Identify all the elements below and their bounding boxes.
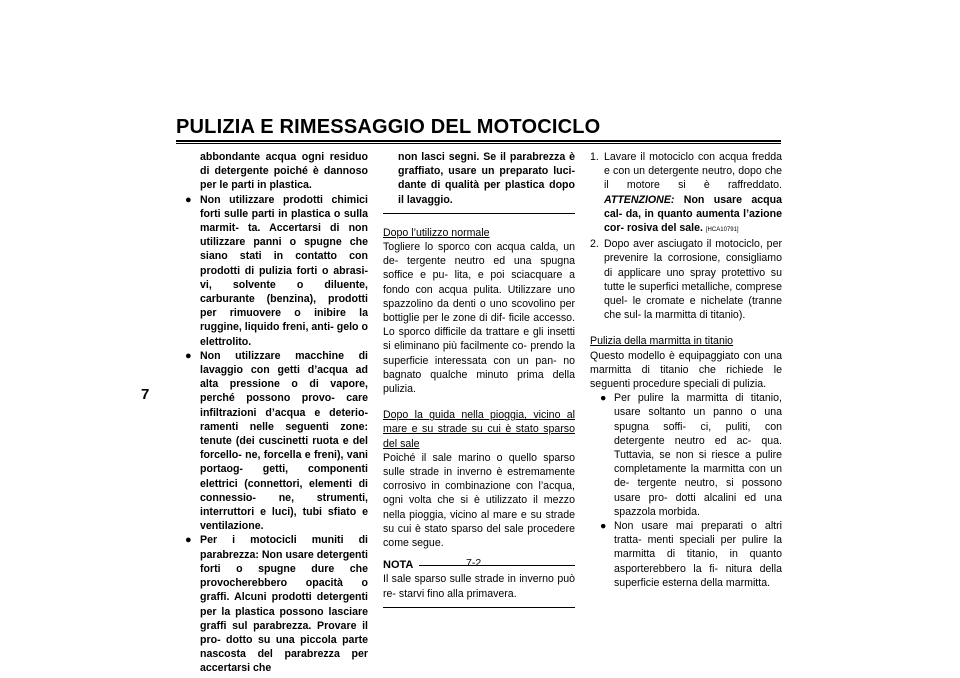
bullet-item — [590, 391, 782, 519]
bullet-icon: ● — [600, 392, 607, 405]
header-rule-thin — [176, 143, 781, 144]
column-2 — [383, 150, 575, 616]
column-1 — [185, 150, 368, 676]
reference-code: [HCA10791] — [705, 227, 739, 234]
bullet-icon: ● — [185, 534, 192, 547]
divider — [383, 607, 575, 608]
divider — [383, 213, 575, 214]
bullet-text: Non utilizzare prodotti chimici forti sulle parti in plastica o sulla marmit- ta. Accertarsi di non utilizzare panni o spugne che siano stati in contatto con prodotti di pulizia forti o abrasi- vi, solvente o diluente, carburante (benzina), prodotti per rimuovere o inibire la ruggine, liquido freni, anti- gelo o elettrolito. — [200, 193, 368, 348]
step-number: 1. — [590, 151, 599, 163]
note-text: Il sale sparso sulle strade in inverno può re- starvi fino alla primavera. — [383, 573, 575, 600]
chapter-tab: 7 — [141, 386, 150, 403]
step-number: 2. — [590, 238, 599, 251]
bullet-text: Non usare mai preparati o altri tratta- menti speciali per pulire la marmitta di titanio, in quanto asporterebbero la fi- nitura della superficie esterna della marmitta. — [614, 520, 782, 589]
bullet-text: Non utilizzare macchine di lavaggio con getti d’acqua ad alta pressione o di vapore, perché possono provo- care infiltrazioni d’acqua e deterio- ramenti nelle seguenti zone: tenute (dei cuscinetti ruota e del forcello- ne, forcella e freni), vani portaog- getti, componenti elettrici (connettori, elementi di connessio- ne, strumenti, interruttori e luci), tubi sfiato e ventilazione. — [200, 349, 368, 533]
bullet-item — [590, 519, 782, 590]
bullet-item — [185, 533, 368, 675]
bullet-icon: ● — [185, 193, 192, 206]
bullet-item — [185, 193, 368, 349]
page-number: 7-2 — [466, 557, 482, 569]
section-heading: Dopo la guida nella pioggia, vicino al mare e su strade su cui è stato sparso del sale — [383, 409, 575, 450]
bullet-text: Per pulire la marmitta di titanio, usare soltanto un panno o una spugna soffi- ci, puliti, con detergente neutro ed ac- qua. Tuttavia, se non si riesce a pulire completamente la marmitta con un de- tergente neutro, si possono usare pro- dotti alcalini ed una spazzola morbida. — [614, 392, 782, 518]
note-label: NOTA — [383, 559, 414, 572]
paragraph: non lasci segni. Se il parabrezza è graffiato, usare un preparato luci- dante di qualità per plastica dopo il lavaggio. — [398, 151, 575, 206]
warning-label: ATTENZIONE: — [604, 193, 675, 206]
step-item — [590, 150, 782, 237]
warning-text: Non usare acqua cal- da, in quanto aumenta l’azione cor- rosiva del sale. — [604, 193, 782, 235]
bullet-text: Per i motocicli muniti di parabrezza: Non usare detergenti forti o spugne dure che provocherebbero opacità o graffi. Alcuni prodotti detergenti per la plastica possono lasciare graffi sul parabrezza. Provare il pro- dotto su una piccola parte nascosta del parabrezza per accertarsi che — [200, 534, 368, 675]
paragraph: Questo modello è equipaggiato con una marmitta di titanio che richiede le seguenti procedure speciali di pulizia. — [590, 349, 782, 391]
bullet-icon: ● — [600, 520, 607, 533]
column-3 — [590, 150, 782, 590]
step-item — [590, 237, 782, 322]
header-rule — [176, 140, 781, 142]
bullet-item — [185, 349, 368, 534]
note-rule — [419, 565, 575, 566]
page-title: PULIZIA E RIMESSAGGIO DEL MOTOCICLO — [176, 116, 601, 138]
bullet-icon: ● — [185, 349, 192, 362]
section-heading: Dopo l’utilizzo normale — [383, 226, 490, 239]
paragraph: Poiché il sale marino o quello sparso sulle strade in inverno è estremamente corrosivo in combinazione con l’acqua, ogni volta che si è utilizzato il mezzo nella pioggia, vicino al mare e su strade su cui è stato sparso del sale procedere come segue. — [383, 451, 575, 550]
paragraph: abbondante acqua ogni residuo di detergente poiché è dannoso per le parti in plastica. — [200, 151, 368, 192]
section-heading: Pulizia della marmitta in titanio — [590, 335, 734, 348]
step-text: Lavare il motociclo con acqua fredda e con un detergente neutro, dopo che il motore si è raffreddato. — [604, 151, 782, 192]
paragraph: Togliere lo sporco con acqua calda, un de- tergente neutro ed una spugna soffice e pu- lita, e poi sciacquare a fondo con acqua pulita. Utilizzare uno spazzolino da denti o uno scovolino per bottiglie per le zone di dif- ficile accesso. Lo sporco difficile da trattare e gli insetti si eliminano più facilmente co- prendo la superficie interessata con un pan- no bagnato qualche minuto prima della pulizia. — [383, 241, 575, 396]
step-text: Dopo aver asciugato il motociclo, per prevenire la corrosione, consigliamo di applicare uno spray protettivo su tutte le superfici metalliche, comprese quel- le cromate e nichelate (tranne che sul- la marmitta di titanio). — [604, 238, 782, 322]
